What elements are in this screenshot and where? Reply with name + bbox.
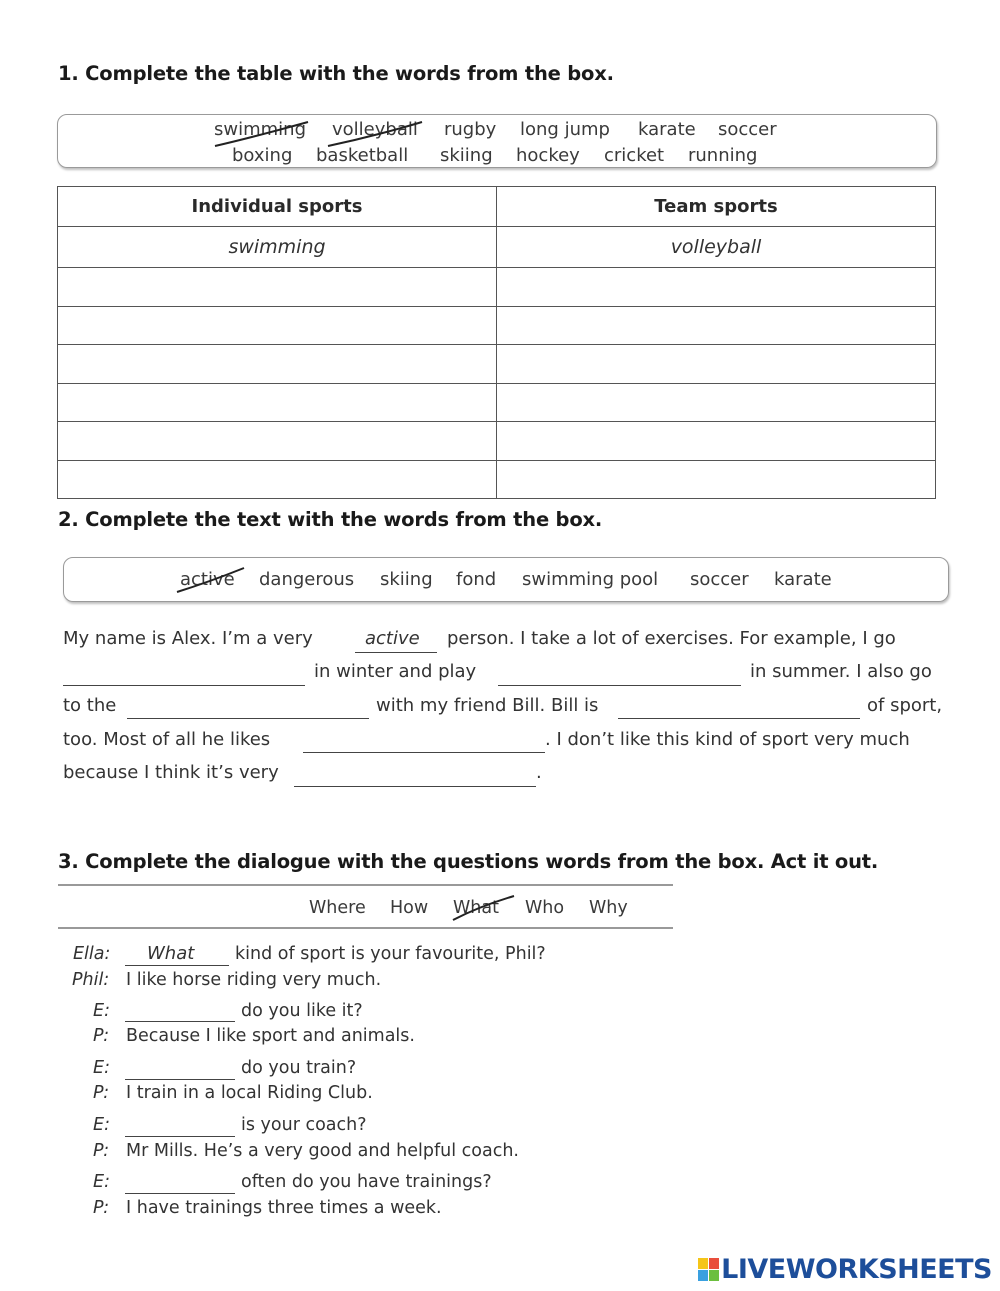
divider-top	[58, 884, 673, 886]
word-swimming-pool: swimming pool	[522, 569, 659, 590]
blank-4[interactable]	[127, 718, 369, 719]
dialogue-blank-1	[125, 965, 229, 966]
blank-5[interactable]	[618, 718, 860, 719]
text-line-2b: in summer. I also go	[750, 661, 932, 682]
dialogue-blank-2[interactable]	[125, 1021, 235, 1022]
blank-3[interactable]	[498, 685, 741, 686]
word-boxing: boxing	[232, 145, 293, 166]
dialogue-line-9: often do you have trainings?	[241, 1172, 492, 1192]
speaker-ella: Ella:	[73, 944, 111, 964]
strike-marks-section1	[210, 116, 430, 156]
word-fond: fond	[456, 569, 497, 590]
word-basketball: basketball	[316, 145, 409, 166]
text-line-1b: person. I take a lot of exercises. For example, I go	[447, 628, 896, 649]
word-rugby: rugby	[444, 119, 497, 140]
speaker-e: E:	[93, 1115, 110, 1135]
word-karate: karate	[774, 569, 832, 590]
word-where: Where	[309, 898, 366, 918]
section2-heading: 2. Complete the text with the words from the box.	[58, 508, 603, 531]
section3-heading: 3. Complete the dialogue with the questions words from the box. Act it out.	[58, 850, 879, 873]
table-cell-individual[interactable]	[58, 460, 497, 499]
text-line-4b: . I don’t like this kind of sport very much	[545, 729, 910, 750]
text-line-3c: of sport,	[867, 695, 943, 716]
table-header-individual: Individual sports	[58, 187, 497, 227]
word-soccer: soccer	[690, 569, 749, 590]
word-who: Who	[525, 898, 565, 918]
word-hockey: hockey	[516, 145, 580, 166]
word-skiing: skiing	[380, 569, 433, 590]
word-karate: karate	[638, 119, 696, 140]
word-dangerous: dangerous	[259, 569, 355, 590]
speaker-e: E:	[93, 1172, 110, 1192]
strike-mark-what	[450, 894, 520, 924]
table-cell-team[interactable]	[497, 422, 936, 461]
blank-7[interactable]	[294, 786, 536, 787]
example-team: volleyball	[497, 227, 936, 268]
liveworksheets-logo: LIVEWORKSHEETS	[721, 1254, 992, 1285]
word-skiing: skiing	[440, 145, 493, 166]
text-line-2a: in winter and play	[314, 661, 477, 682]
word-how: How	[390, 898, 429, 918]
table-cell-individual[interactable]	[58, 268, 497, 307]
table-cell-individual[interactable]	[58, 345, 497, 384]
dialogue-line-3: do you like it?	[241, 1001, 363, 1021]
word-cricket: cricket	[604, 145, 665, 166]
table-cell-team[interactable]	[497, 268, 936, 307]
blank-2[interactable]	[63, 685, 305, 686]
word-long-jump: long jump	[520, 119, 610, 140]
text-line-5b: .	[536, 762, 542, 783]
dialogue-line-1: kind of sport is your favourite, Phil?	[235, 944, 546, 964]
speaker-p: P:	[93, 1198, 110, 1218]
blank-6[interactable]	[303, 752, 545, 753]
text-line-1a: My name is Alex. I’m a very	[63, 628, 313, 649]
dialogue-line-2: I like horse riding very much.	[126, 970, 382, 990]
speaker-p: P:	[93, 1026, 110, 1046]
word-running: running	[688, 145, 758, 166]
dialogue-blank-5[interactable]	[125, 1193, 235, 1194]
text-line-4a: too. Most of all he likes	[63, 729, 271, 750]
section1-word-box	[57, 114, 937, 168]
dialogue-line-4: Because I like sport and animals.	[126, 1026, 415, 1046]
table-cell-team[interactable]	[497, 345, 936, 384]
dialogue-blank-3[interactable]	[125, 1079, 235, 1080]
word-volleyball: volleyball	[332, 119, 418, 140]
table-cell-team[interactable]	[497, 460, 936, 499]
word-what: What	[453, 898, 499, 918]
speaker-e: E:	[93, 1058, 110, 1078]
dialogue-line-10: I have trainings three times a week.	[126, 1198, 442, 1218]
section1-heading: 1. Complete the table with the words from the box.	[58, 62, 614, 85]
word-active: active	[180, 569, 235, 590]
speaker-e: E:	[93, 1001, 110, 1021]
dialogue-answer-what: What	[147, 943, 195, 964]
dialogue-line-5: do you train?	[241, 1058, 357, 1078]
dialogue-line-8: Mr Mills. He’s a very good and helpful coach.	[126, 1141, 519, 1161]
divider-bottom	[58, 927, 673, 929]
dialogue-line-6: I train in a local Riding Club.	[126, 1083, 373, 1103]
sports-table	[57, 186, 936, 499]
word-why: Why	[589, 898, 628, 918]
table-cell-team[interactable]	[497, 383, 936, 422]
word-soccer: soccer	[718, 119, 777, 140]
table-cell-team[interactable]	[497, 306, 936, 345]
table-cell-individual[interactable]	[58, 306, 497, 345]
liveworksheets-logo-icon	[698, 1258, 720, 1282]
example-individual: swimming	[58, 227, 497, 268]
blank-1	[355, 652, 437, 653]
text-line-5a: because I think it’s very	[63, 762, 279, 783]
dialogue-blank-4[interactable]	[125, 1136, 235, 1137]
text-line-3a: to the	[63, 695, 117, 716]
dialogue-line-7: is your coach?	[241, 1115, 367, 1135]
answer-active: active	[365, 628, 420, 649]
speaker-p: P:	[93, 1141, 110, 1161]
text-line-3b: with my friend Bill. Bill is	[376, 695, 599, 716]
speaker-phil: Phil:	[72, 970, 110, 990]
word-swimming: swimming	[214, 119, 307, 140]
strike-mark-active	[174, 564, 254, 596]
table-cell-individual[interactable]	[58, 422, 497, 461]
speaker-p: P:	[93, 1083, 110, 1103]
table-header-team: Team sports	[497, 187, 936, 227]
table-cell-individual[interactable]	[58, 383, 497, 422]
